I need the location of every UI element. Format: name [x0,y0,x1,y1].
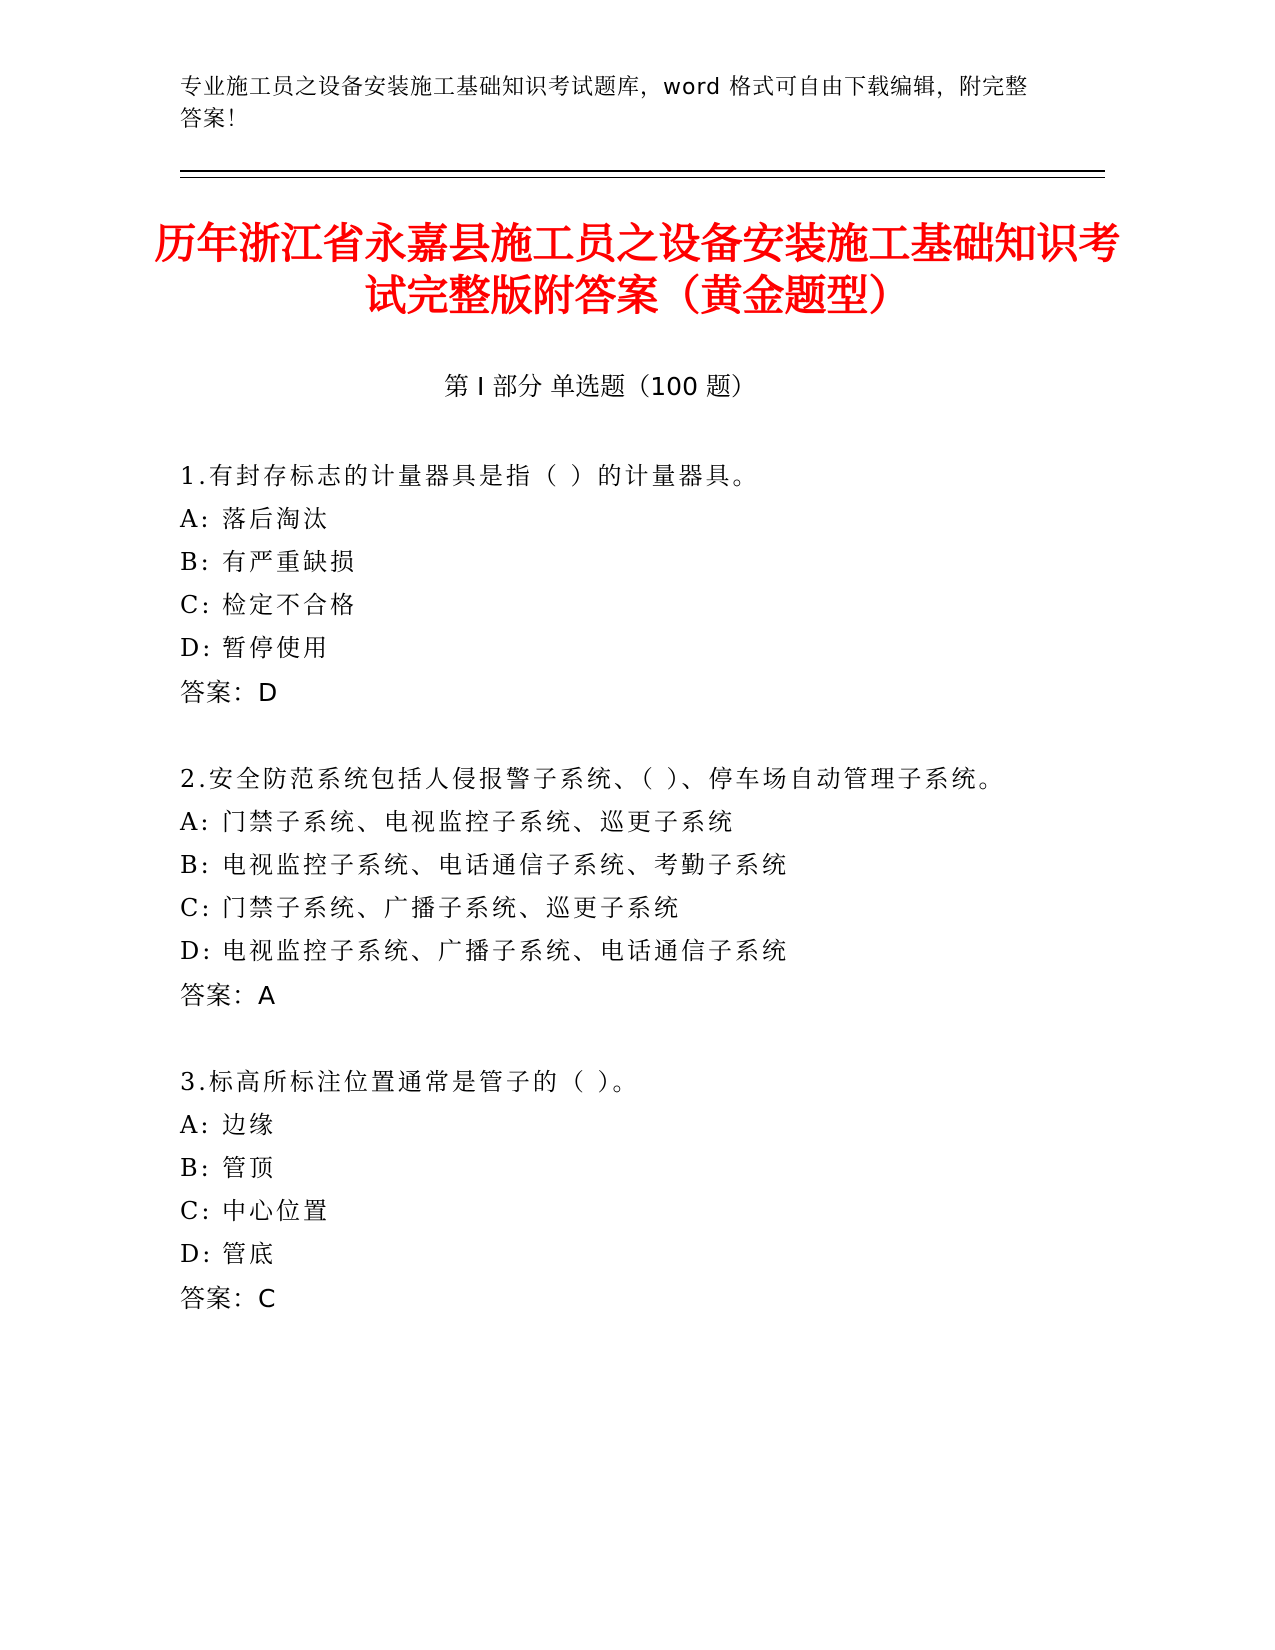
option-key: C: [180,894,213,922]
option-key: B: [180,851,212,879]
option-a [180,1104,1040,1147]
question-3 [180,1061,1040,1322]
question-2 [180,758,1040,1019]
option-key: A: [180,1111,212,1139]
option-b [180,541,1040,584]
option-key: B: [180,1154,212,1182]
option-text: 落后淘汰 [222,505,330,533]
question-stem: 1.有封存标志的计量器具是指（ ）的计量器具。 [180,462,760,490]
question-stem: 3.标高所标注位置通常是管子的（ ）。 [180,1068,640,1096]
option-text: 门禁子系统、电视监控子系统、巡更子系统 [222,808,735,836]
option-text: 电视监控子系统、广播子系统、电话通信子系统 [222,937,789,965]
option-text: 边缘 [222,1111,276,1139]
option-a [180,498,1040,541]
option-c [180,887,1040,930]
option-c [180,584,1040,627]
option-b [180,1147,1040,1190]
option-text: 管顶 [222,1154,276,1182]
option-key: C: [180,1197,213,1225]
option-text: 电视监控子系统、电话通信子系统、考勤子系统 [222,851,789,879]
option-text: 管底 [222,1240,276,1268]
option-key: B: [180,548,212,576]
option-text: 暂停使用 [222,634,330,662]
option-c [180,1190,1040,1233]
option-key: D: [180,634,214,662]
option-key: A: [180,808,212,836]
option-b [180,844,1040,887]
header-divider-thin [180,177,1105,178]
header-divider-thick [180,170,1105,172]
answer-line: 答案：D [180,678,279,707]
option-d [180,1233,1040,1276]
option-key: D: [180,937,214,965]
option-text: 有严重缺损 [222,548,357,576]
option-d [180,930,1040,973]
question-1 [180,455,1040,716]
option-a [180,801,1040,844]
option-key: A: [180,505,212,533]
answer-line: 答案：C [180,1284,277,1313]
option-text: 中心位置 [222,1197,330,1225]
question-stem: 2.安全防范系统包括人侵报警子系统、（ ）、停车场自动管理子系统。 [180,765,1006,793]
option-key: D: [180,1240,214,1268]
section-title: 第 I 部分 单选题（100 题） [444,372,756,401]
question-list [180,455,1040,1364]
header-note: 专业施工员之设备安装施工基础知识考试题库，word 格式可自由下载编辑，附完整答案！ [180,75,1029,132]
option-text: 检定不合格 [222,591,357,619]
option-text: 门禁子系统、广播子系统、巡更子系统 [222,894,681,922]
option-d [180,627,1040,670]
option-key: C: [180,591,213,619]
answer-line: 答案：A [180,981,277,1010]
document-title: 历年浙江省永嘉县施工员之设备安装施工基础知识考试完整版附答案（黄金题型） [154,219,1121,320]
